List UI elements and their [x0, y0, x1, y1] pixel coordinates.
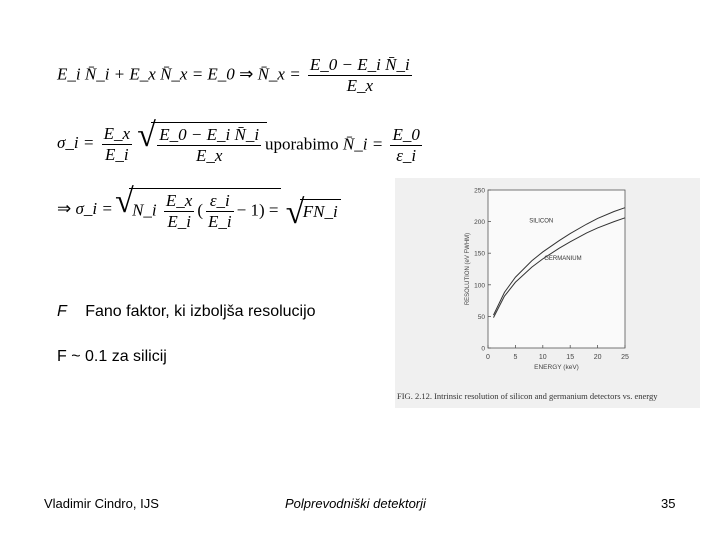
y-axis-label: RESOLUTION (eV FWHM) [465, 232, 471, 306]
plot-frame [488, 190, 625, 348]
eq2-sqrt [151, 122, 267, 166]
figure-caption: FIG. 2.12. Intrinsic resolution of silicon and germanium detectors vs. energy [397, 391, 658, 401]
fano-text: Fano faktor, ki izboljša resolucijo [85, 303, 316, 320]
eq3-frac2-den: E_i [208, 212, 232, 231]
resolution-figure [395, 178, 700, 408]
eq3-sqrt: √ N_i $\frac{E\_x}{E\_i}$ ( $\frac{\varepsilon\_i}{E\_i}$ − 1) = [129, 188, 281, 232]
eq3-arrow: ⇒ [57, 198, 72, 218]
y-tick-label: 200 [474, 219, 485, 227]
eq2-subst-num: E_0 [392, 125, 420, 144]
resolution-chart [395, 178, 700, 388]
eq2-subst: N̄_i = [342, 134, 384, 154]
equation-energy-balance [57, 55, 415, 96]
eq1-fraction [308, 55, 412, 96]
silicon-fano-value: F ~ 0.1 za silicij [57, 348, 167, 365]
eq2-sqrt-den: E_x [157, 145, 261, 166]
x-tick-label: 15 [566, 354, 575, 361]
x-tick-label: 5 [513, 354, 518, 361]
eq2-fraction [102, 124, 132, 165]
eq1-arrow: ⇒ [239, 64, 254, 84]
eq3-fraction [164, 191, 194, 232]
y-tick-label: 0 [481, 345, 485, 353]
eq3-fraction2 [206, 191, 234, 232]
x-tick-label: 10 [538, 354, 547, 361]
x-tick-label: 25 [621, 354, 629, 361]
footer-title: Polprevodniški detektorji [285, 496, 426, 511]
page-number: 35 [661, 496, 676, 511]
y-tick-label: 100 [474, 282, 485, 290]
y-tick-label: 50 [477, 313, 485, 321]
eq2-subst-den: ε_i [390, 145, 421, 166]
eq3-sqrt-fano [300, 199, 341, 222]
equation-sigma [57, 122, 267, 166]
eq2-frac-den: E_i [102, 144, 132, 165]
eq1-lhs: E_i N̄_i + E_x N̄_x = E_0 [57, 64, 235, 84]
y-tick-label: 150 [474, 250, 485, 258]
series-label-silicon: SILICON [529, 218, 554, 225]
eq3-tail: − 1) = [236, 200, 279, 220]
x-axis-label: ENERGY (keV) [534, 364, 579, 371]
eq3-lhs: σ_i = [75, 198, 113, 218]
eq1-rhs-var: N̄_x = [257, 64, 301, 84]
eq2-subst-fraction [390, 125, 421, 166]
eq2-lhs: σ_i = [57, 132, 95, 152]
eq2-sqrt-fraction [157, 125, 261, 166]
fano-definition [57, 303, 316, 321]
x-tick-label: 0 [486, 354, 490, 361]
eq2-frac-num: E_x [103, 123, 131, 143]
eq1-denominator: E_x [308, 75, 412, 96]
eq3-sqrt-a: N_i [132, 200, 157, 220]
eq1-numerator: E_0 − E_i N̄_i [309, 55, 410, 74]
eq2-word: uporabimo [265, 134, 339, 154]
equation-substitution [265, 125, 425, 166]
eq2-sqrt-num: √ E_0 − E_i N̄_i [159, 125, 260, 144]
eq3-frac-num: E_x [165, 191, 193, 210]
y-tick-label: 250 [474, 187, 485, 195]
x-tick-label: 20 [593, 354, 602, 361]
series-label-germanium: GERMANIUM [544, 256, 582, 263]
fano-symbol: F [57, 303, 67, 320]
eq3-fano: FN_i [302, 201, 338, 221]
footer-author: Vladimir Cindro, IJS [44, 496, 159, 511]
eq3-frac2-num: ε_i [209, 191, 230, 210]
eq3-frac-den: E_i [164, 211, 194, 232]
equation-fano-result [57, 188, 341, 232]
